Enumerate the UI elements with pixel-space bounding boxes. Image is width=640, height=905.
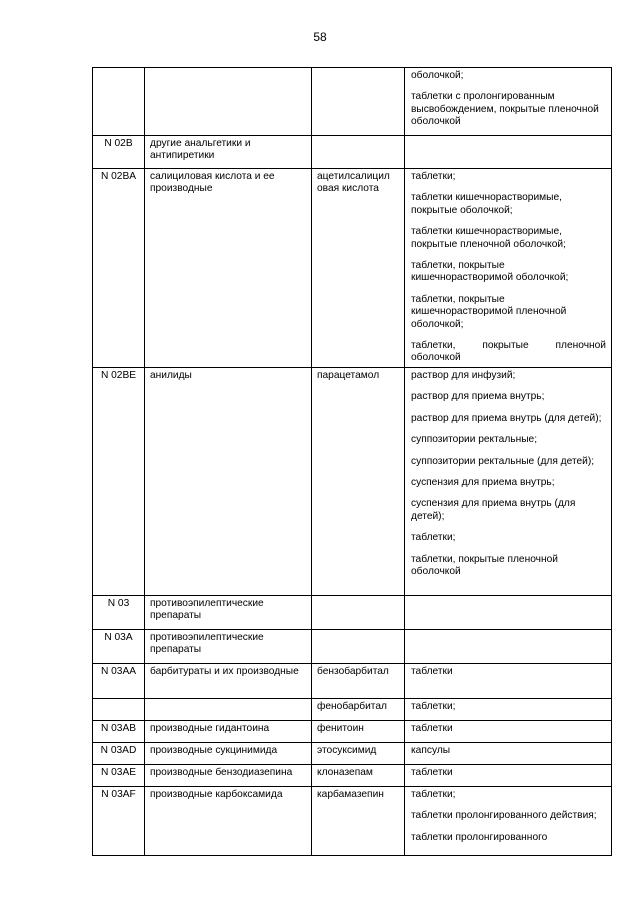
- dosage-forms-cell: [405, 720, 612, 742]
- dosage-form-item: таблетки с пролонгированным высвобождением, покрытые пленочной оболочкой: [411, 91, 599, 128]
- table-row: [93, 595, 612, 629]
- table-row: [93, 742, 612, 764]
- drug-name-cell: клоназепам: [312, 764, 405, 786]
- drug-name-cell: [312, 68, 405, 136]
- dosage-form-item: раствор для инфузий;: [411, 369, 516, 381]
- dosage-forms-cell: [405, 629, 612, 663]
- group-name-cell: противоэпилептические препараты: [145, 629, 312, 663]
- dosage-form-item: таблетки;: [411, 171, 456, 182]
- dosage-form-item: оболочкой;: [411, 70, 464, 81]
- atc-code-cell: N 02BA: [93, 169, 145, 368]
- dosage-form-item: таблетки;: [411, 788, 456, 800]
- atc-code-cell: N 03AD: [93, 742, 145, 764]
- group-name-cell: салициловая кислота и ее производные: [145, 169, 312, 368]
- dosage-forms-cell: [405, 764, 612, 786]
- dosage-form-item: таблетки: [411, 766, 453, 778]
- drug-name-cell: [312, 629, 405, 663]
- atc-code-cell: N 03A: [93, 629, 145, 663]
- drug-name-cell: фенобарбитал: [312, 698, 405, 720]
- drug-name-cell: этосуксимид: [312, 742, 405, 764]
- medicines-table: [92, 67, 612, 856]
- atc-code-cell: N 03AF: [93, 786, 145, 855]
- dosage-form-item: таблетки;: [411, 532, 456, 544]
- atc-code-cell: N 03AE: [93, 764, 145, 786]
- table-row: [93, 720, 612, 742]
- dosage-forms-cell: [405, 698, 612, 720]
- atc-code-cell: N 03AA: [93, 663, 145, 698]
- drug-name-cell: [312, 595, 405, 629]
- dosage-forms-cell: [405, 169, 612, 368]
- dosage-forms-cell: [405, 367, 612, 595]
- group-name-cell: производные карбоксамида: [145, 786, 312, 855]
- group-name-cell: производные бензодиазепина: [145, 764, 312, 786]
- table-row: [93, 629, 612, 663]
- dosage-form-item: суппозитории ректальные (для детей);: [411, 455, 595, 467]
- group-name-cell: производные сукцинимида: [145, 742, 312, 764]
- group-name-cell: барбитураты и их производные: [145, 663, 312, 698]
- group-name-cell: [145, 68, 312, 136]
- dosage-forms-cell: [405, 742, 612, 764]
- atc-code-cell: N 02B: [93, 136, 145, 169]
- group-name-cell: анилиды: [145, 367, 312, 595]
- dosage-forms-cell: [405, 786, 612, 855]
- atc-code-cell: [93, 698, 145, 720]
- dosage-form-item: таблетки, покрытые кишечнорастворимой пленочной оболочкой;: [411, 293, 567, 330]
- table-row: [93, 698, 612, 720]
- page-number: 58: [313, 30, 327, 44]
- group-name-cell: производные гидантоина: [145, 720, 312, 742]
- table-row: [93, 169, 612, 368]
- dosage-forms-cell: [405, 663, 612, 698]
- atc-code-cell: [93, 68, 145, 136]
- table-body: [93, 68, 612, 856]
- dosage-forms-cell: [405, 68, 612, 136]
- atc-code-cell: N 03AB: [93, 720, 145, 742]
- table-row: [93, 367, 612, 595]
- dosage-form-item: таблетки, покрытые пленочной оболочкой: [411, 553, 558, 577]
- group-name-cell: противоэпилептические препараты: [145, 595, 312, 629]
- dosage-forms-cell: [405, 595, 612, 629]
- drug-name-cell: парацетамол: [312, 367, 405, 595]
- dosage-form-item: таблетки пролонгированного: [411, 831, 548, 843]
- dosage-form-item: суспензия для приема внутрь (для детей);: [411, 498, 576, 522]
- dosage-form-item: раствор для приема внутрь;: [411, 391, 545, 403]
- drug-name-cell: бензобарбитал: [312, 663, 405, 698]
- dosage-form-item: таблетки, покрытые кишечнорастворимой оболочкой;: [411, 260, 569, 284]
- table-row: [93, 68, 612, 136]
- drug-name-cell: карбамазепин: [312, 786, 405, 855]
- drug-name-cell: [312, 136, 405, 169]
- dosage-form-item: таблетки: [411, 722, 453, 734]
- table-row: [93, 663, 612, 698]
- atc-code-cell: N 03: [93, 595, 145, 629]
- dosage-form-item: таблетки, покрытые пленочной оболочкой: [411, 340, 606, 364]
- dosage-form-item: раствор для приема внутрь (для детей);: [411, 412, 602, 424]
- table-row: [93, 136, 612, 169]
- table-row: [93, 786, 612, 855]
- dosage-form-item: таблетки пролонгированного действия;: [411, 810, 597, 822]
- group-name-cell: [145, 698, 312, 720]
- drug-name-cell: ацетилсалицил овая кислота: [312, 169, 405, 368]
- group-name-cell: другие анальгетики и антипиретики: [145, 136, 312, 169]
- dosage-form-item: капсулы: [411, 744, 451, 756]
- drug-name-cell: фенитоин: [312, 720, 405, 742]
- dosage-form-item: суспензия для приема внутрь;: [411, 476, 555, 488]
- dosage-form-item: суппозитории ректальные;: [411, 434, 538, 446]
- dosage-form-item: таблетки кишечнорастворимые, покрытые оболочкой;: [411, 192, 562, 216]
- dosage-forms-cell: [405, 136, 612, 169]
- dosage-form-item: таблетки;: [411, 700, 456, 712]
- table-row: [93, 764, 612, 786]
- dosage-form-item: таблетки кишечнорастворимые, покрытые пленочной оболочкой;: [411, 226, 566, 250]
- atc-code-cell: N 02BE: [93, 367, 145, 595]
- dosage-form-item: таблетки: [411, 665, 453, 677]
